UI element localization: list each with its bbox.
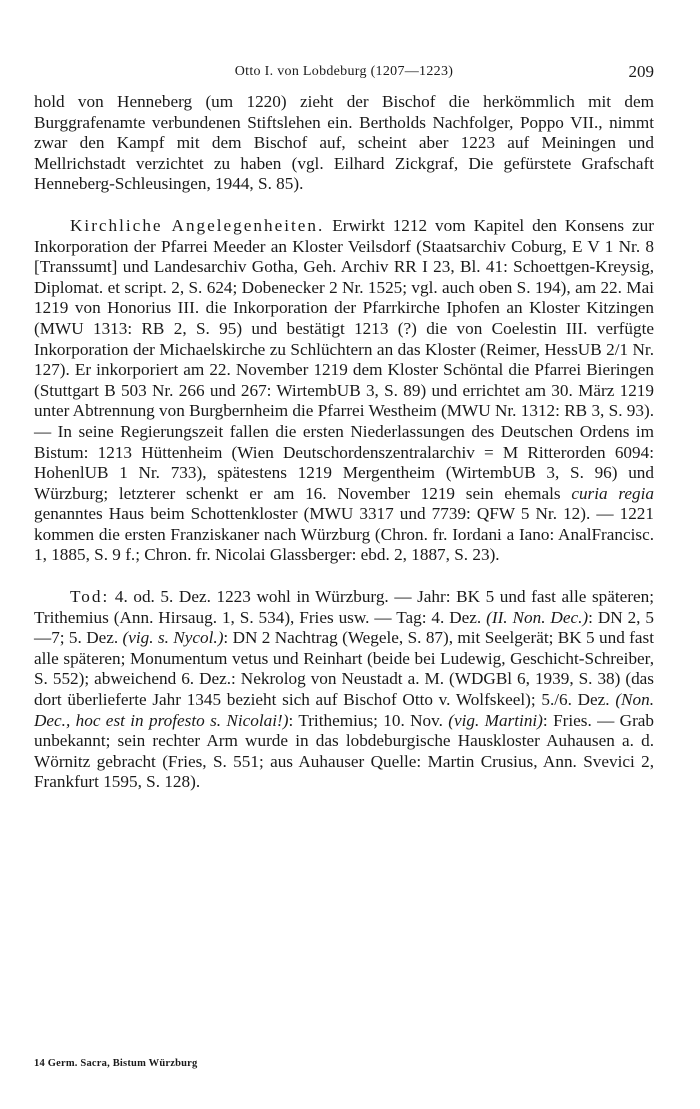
italic-date: (vig. s. Nycol.) bbox=[122, 628, 224, 648]
paragraph-spacer bbox=[34, 566, 654, 587]
italic-term: curia regia bbox=[571, 483, 654, 503]
paragraph-text: : DN 2 Nachtrag (Wegele, S. 87), mit Seelgerät; BK 5 und fast alle späteren; Monumentum vetus und Reinhart (beide bei Ludewig, Geschicht-Schreiber, S. 552); abweichend 6. Dez.: Nekrolog von Neustadt a. M. (WDGBl 6, 1939, S. 38) (das dort überlieferte Jahr 1345 bezieht sich auf Bischof Otto v. Wolfskeel); 5./6. Dez. bbox=[34, 628, 654, 710]
italic-date: (II. Non. Dec.) bbox=[486, 607, 589, 627]
section-heading-tod: Tod: bbox=[70, 587, 110, 607]
paragraph-text: : Trithemius; 10. Nov. bbox=[288, 710, 449, 730]
printer-signature: 14 Germ. Sacra, Bistum Würzburg bbox=[34, 1058, 198, 1069]
italic-date: (Non. Dec., hoc est in profesto s. Nicolai!) bbox=[34, 690, 654, 730]
paragraph-henneberg: hold von Henneberg (um 1220) zieht der Bischof die herkömmlich mit dem Burggrafenamte verbundenen Stiftslehen ein. Bertholds Nachfolger, Poppo VII., nimmt zwar den Kampf mit dem Bischof auf, scheint aber 1223 auf Meiningen und Mellrichstadt verzichtet zu haben (vgl. Eilhard Zickgraf, Die gefürstete Grafschaft Henneberg-Schleusingen, 1944, S. 85). bbox=[34, 92, 654, 194]
paragraph-text: : Fries. — Grab unbekannt; sein rechter Arm wurde in das lobdeburgische Hauskloster Auhausen a. d. Wörnitz gebracht (Fries, S. 551; aus Auhauser Quelle: Martin Crusius, Ann. Svevici 2, Frankfurt 1595, S. 128). bbox=[34, 710, 655, 792]
paragraph-kirchliche-angelegenheiten bbox=[34, 216, 654, 566]
paragraph-tod bbox=[34, 587, 654, 793]
paragraph-text-end: genanntes Haus beim Schottenkloster (MWU 3317 und 7739: QFW 5 Nr. 12). — 1221 kommen die ersten Franziskaner nach Würzburg (Chron. fr. Iordani a Iano: AnalFrancisc. 1, 1885, S. 9 f.; Chron. fr. Nicolai Glassberger: ebd. 2, 1887, S. 23). bbox=[34, 504, 654, 565]
italic-date: (vig. Martini) bbox=[448, 710, 543, 730]
section-heading-kirchliche: Kirchliche Angelegenheiten. bbox=[70, 215, 325, 235]
page-header bbox=[34, 62, 654, 86]
paragraph-text: 4. od. 5. Dez. 1223 wohl in Würzburg. — Jahr: BK 5 und fast alle späteren; Trithemius (Ann. Hirsaug. 1, S. 534), Fries usw. — Tag: 4. Dez. bbox=[34, 587, 654, 627]
page-number: 209 bbox=[628, 62, 654, 81]
paragraph-spacer bbox=[34, 195, 654, 216]
paragraph-text: Erwirkt 1212 vom Kapitel den Konsens zur Inkorporation der Pfarrei Meeder an Kloster Veilsdorf (Staatsarchiv Coburg, E V 1 Nr. 8 [Transsumt] und Landesarchiv Gotha, Geh. Archiv RR I 23, Bl. 41: Schoettgen-Kreysig, Diplomat. et script. 2, S. 624; Dobenecker 2 Nr. 1525; vgl. auch oben S. 194), am 22. Mai 1219 von Honorius III. die Inkorporation der Pfarrkirche Iphofen an Kloster Kitzingen (MWU 1313: RB 2, S. 95) und bestätigt 1213 (?) die von Coelestin III. verfügte Inkorporation der Michaelskirche zu Schlüchtern an das Kloster (Reimer, HessUB 2/1 Nr. 127). Er inkorporiert am 22. November 1219 dem Kloster Schöntal die Pfarrei Bieringen (Stuttgart B 503 Nr. 266 und 267: WirtembUB 3, S. 89) und errichtet am 30. März 1219 unter Abtrennung von Burgbernheim die Pfarrei Westheim (MWU Nr. 1312: RB 3, S. 93). — In seine Regierungszeit fallen die ersten Niederlassungen des Deutschen Ordens im Bistum: 1213 Hüttenheim (Wien Deutschordenszentralarchiv = M Ritterorden 6094: HohenlUB 1 Nr. 733), spätestens 1219 Mergentheim (WirtembUB 3, S. 96) und Würzburg; letzterer schenkt er am 16. November 1219 sein ehemals bbox=[34, 215, 654, 503]
paragraph-text: : DN 2, 5—7; 5. Dez. bbox=[34, 607, 654, 648]
page-body bbox=[34, 92, 654, 793]
running-title: Otto I. von Lobdeburg (1207—1223) bbox=[234, 64, 454, 79]
